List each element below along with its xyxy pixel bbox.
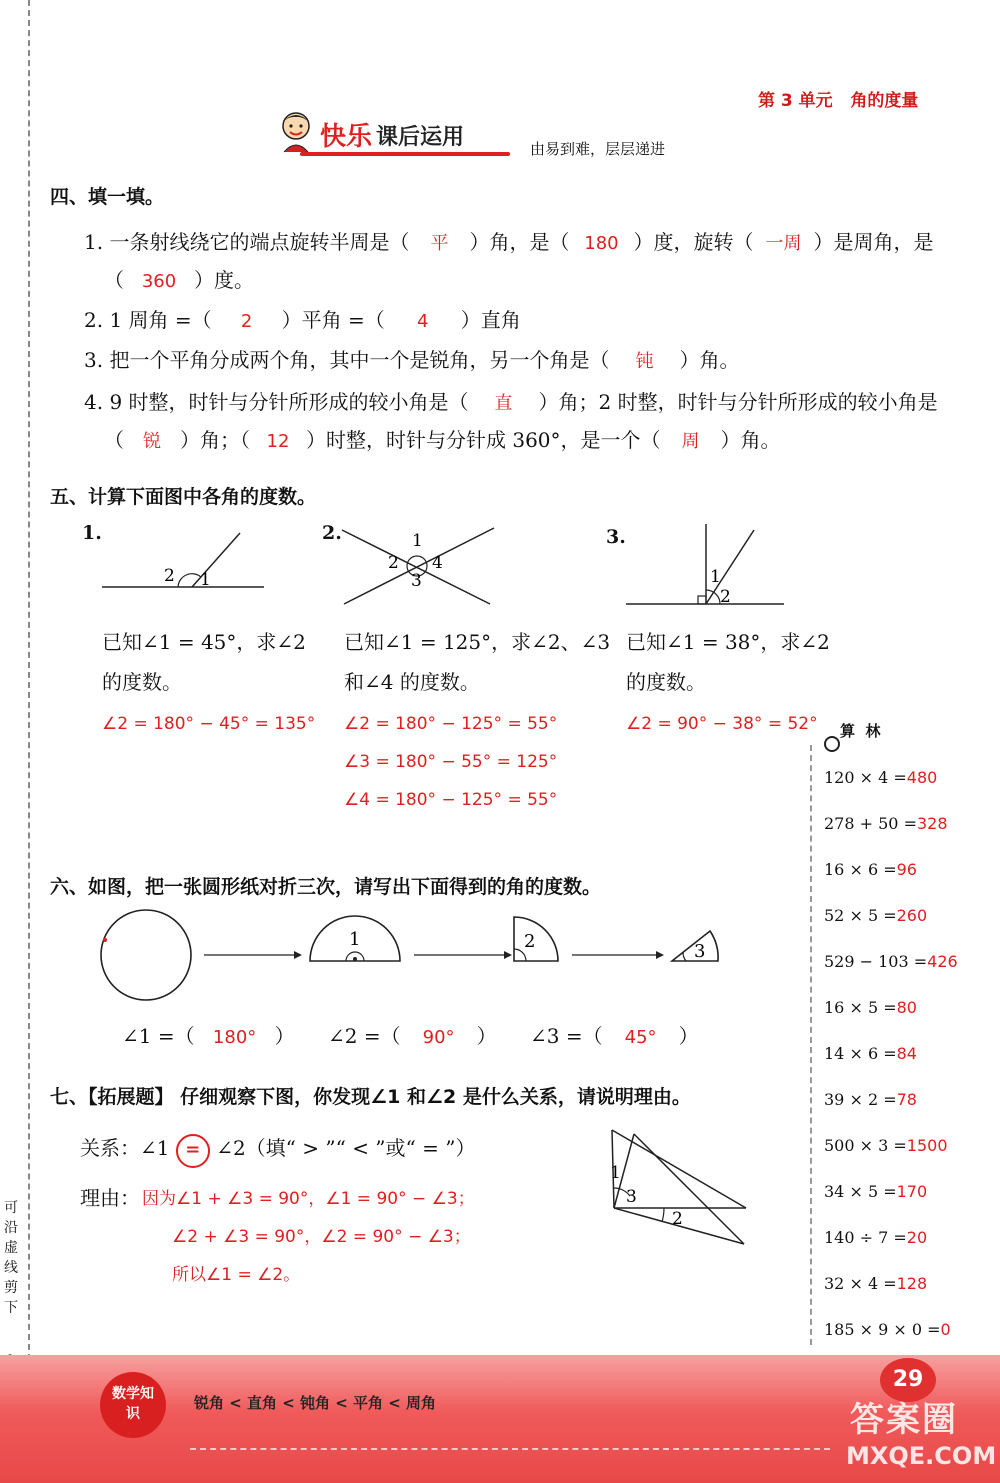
calc-item: 34 × 5 =170: [824, 1182, 928, 1201]
problem3-number: 3.: [606, 526, 626, 548]
sidebar-icon: [824, 736, 840, 752]
sidebar-title: 算 林: [840, 722, 881, 740]
q4-line2: （ 锐 ）角；（ 12 ）时整，时针与分针成 360°，是一个（ 周 ）角。: [104, 428, 781, 452]
problem2-given-2: 和∠4 的度数。: [344, 670, 480, 694]
slogan: 由易到难，层层递进: [530, 140, 666, 158]
fig3-label-1: 1: [710, 567, 721, 587]
calc-item: 185 × 9 × 0 =0: [824, 1320, 951, 1339]
sidebar-list: [824, 768, 958, 1366]
fold-answer-row-2: ∠2 =（ 90° ）: [328, 1024, 497, 1048]
angle2-answer: 90°: [422, 1027, 455, 1048]
q1-line2: （ 360 ）度。: [104, 268, 254, 292]
section7-title: 七、【拓展题】 仔细观察下图，你发现∠1 和∠2 是什么关系，请说明理由。: [50, 1086, 691, 1108]
q2-answer-1: 2: [240, 311, 253, 332]
figure-3: [624, 522, 789, 610]
reason-label: 理由：: [80, 1186, 140, 1210]
figure-1: [100, 525, 270, 595]
reason-line-3: 所以∠1 = ∠2。: [172, 1265, 301, 1285]
math-knowledge-badge: 数学知识: [100, 1372, 166, 1438]
fold-label-3: 3: [694, 941, 706, 962]
problem3-solution: ∠2 = 90° − 38° = 52°: [626, 714, 818, 734]
cut-note: 可沿虚线剪下: [4, 1200, 18, 1316]
fold-answer-row-1: ∠1 =（ 180° ）: [122, 1024, 295, 1048]
fig1-label-2: 2: [164, 566, 175, 586]
problem3-given-1: 已知∠1 = 38°，求∠2: [626, 630, 830, 654]
q4-answer-3: 12: [266, 431, 290, 452]
sidebar-divider: [810, 745, 812, 1345]
q2-answer-2: 4: [417, 311, 429, 332]
calc-item: 32 × 4 =128: [824, 1274, 928, 1293]
calc-item: 140 ÷ 7 =20: [824, 1228, 928, 1247]
fig2-label-1: 1: [412, 531, 423, 551]
q1-line1: 1. 一条射线绕它的端点旋转半周是（ 平 ）角，是（ 180 ）度，旋转（ 一周 ）是周角，是: [84, 230, 934, 254]
brand-a: 快乐: [320, 122, 373, 152]
problem1-given-2: 的度数。: [102, 670, 182, 694]
reason-line-2: ∠2 + ∠3 = 90°，∠2 = 90° − ∠3；: [172, 1227, 471, 1247]
q4-answer-4: 周: [681, 431, 700, 452]
fig2-label-3: 3: [411, 571, 422, 591]
relation-answer: =: [176, 1134, 210, 1168]
tri-label-1: 1: [610, 1163, 621, 1183]
problem1-number: 1.: [82, 522, 102, 544]
problem2-solution-3: ∠4 = 180° − 125° = 55°: [344, 790, 558, 810]
mascot-icon: [276, 108, 316, 158]
relation-line: 关系：∠1 = ∠2（填“ > ”“ < ”或“ = ”）: [80, 1132, 475, 1168]
angle1-answer: 180°: [212, 1027, 257, 1048]
reason-line-1: 因为∠1 + ∠3 = 90°，∠1 = 90° − ∠3；: [142, 1189, 475, 1209]
calc-item: 16 × 6 =96: [824, 860, 917, 879]
brand-b: 课后运用: [376, 125, 465, 150]
section4-title: 四、填一填。: [50, 186, 165, 208]
q4-answer-1: 直: [494, 393, 513, 414]
figure-2: [340, 522, 500, 612]
header-underline: [300, 152, 510, 156]
section6-title: 六、如图，把一张圆形纸对折三次，请写出下面得到的角的度数。: [50, 876, 602, 898]
calc-item: 278 + 50 =328: [824, 814, 948, 833]
fig2-label-2: 2: [388, 553, 399, 573]
q3-answer-1: 钝: [635, 351, 654, 372]
tri-label-3: 3: [626, 1187, 637, 1207]
problem2-solution-1: ∠2 = 180° − 125° = 55°: [344, 714, 558, 734]
triangle-figure: [604, 1126, 754, 1250]
folding-figure: [96, 905, 736, 1010]
q1-answer-4: 360: [141, 271, 177, 292]
problem2-number: 2.: [322, 522, 342, 544]
calc-item: 52 × 5 =260: [824, 906, 928, 925]
q4-line1: 4. 9 时整，时针与分针所形成的较小角是（ 直 ）角；2 时整，时针与分针所形成的较小角是: [84, 390, 938, 414]
unit-title: 第 3 单元 角的度量: [758, 91, 919, 111]
angle-order: 锐角 < 直角 < 钝角 < 平角 < 周角: [194, 1394, 437, 1412]
calc-item: 16 × 5 =80: [824, 998, 917, 1017]
fold-label-1: 1: [349, 929, 361, 950]
calc-item: 14 × 6 =84: [824, 1044, 917, 1063]
calc-item: 39 × 2 =78: [824, 1090, 917, 1109]
q4-answer-2: 锐: [143, 431, 161, 452]
q3-line: 3. 把一个平角分成两个角，其中一个是锐角，另一个角是（ 钝 ）角。: [84, 348, 740, 372]
watermark-logo: 答案圈: [850, 1400, 958, 1440]
fold-answer-row-3: ∠3 =（ 45° ）: [530, 1024, 699, 1048]
tri-label-2: 2: [672, 1209, 683, 1229]
problem2-given-1: 已知∠1 = 125°，求∠2、∠3: [344, 630, 611, 654]
q1-answer-1: 平: [430, 233, 449, 254]
angle3-answer: 45°: [624, 1027, 657, 1048]
q1-answer-2: 180: [584, 233, 619, 254]
q1-answer-3: 一周: [765, 233, 802, 254]
cut-dashed-line: [28, 0, 30, 1360]
problem2-solution-2: ∠3 = 180° − 55° = 125°: [344, 752, 558, 772]
fig3-label-2: 2: [720, 587, 731, 607]
page-number: 29: [880, 1358, 936, 1402]
footer-dashed-line: [190, 1448, 830, 1450]
watermark-url: MXQE.COM: [846, 1442, 997, 1470]
problem1-solution: ∠2 = 180° − 45° = 135°: [102, 714, 316, 734]
problem3-given-2: 的度数。: [626, 670, 706, 694]
calc-item: 529 − 103 =426: [824, 952, 958, 971]
fig2-label-4: 4: [432, 553, 443, 573]
fig1-label-1: 1: [200, 570, 211, 590]
problem1-given-1: 已知∠1 = 45°，求∠2: [102, 630, 306, 654]
calc-item: 120 × 4 =480: [824, 768, 938, 787]
fold-label-2: 2: [524, 931, 536, 952]
q2-line: 2. 1 周角 =（ 2 ）平角 =（ 4 ）直角: [84, 308, 521, 332]
calc-item: 500 × 3 =1500: [824, 1136, 948, 1155]
section5-title: 五、计算下面图中各角的度数。: [50, 486, 317, 508]
